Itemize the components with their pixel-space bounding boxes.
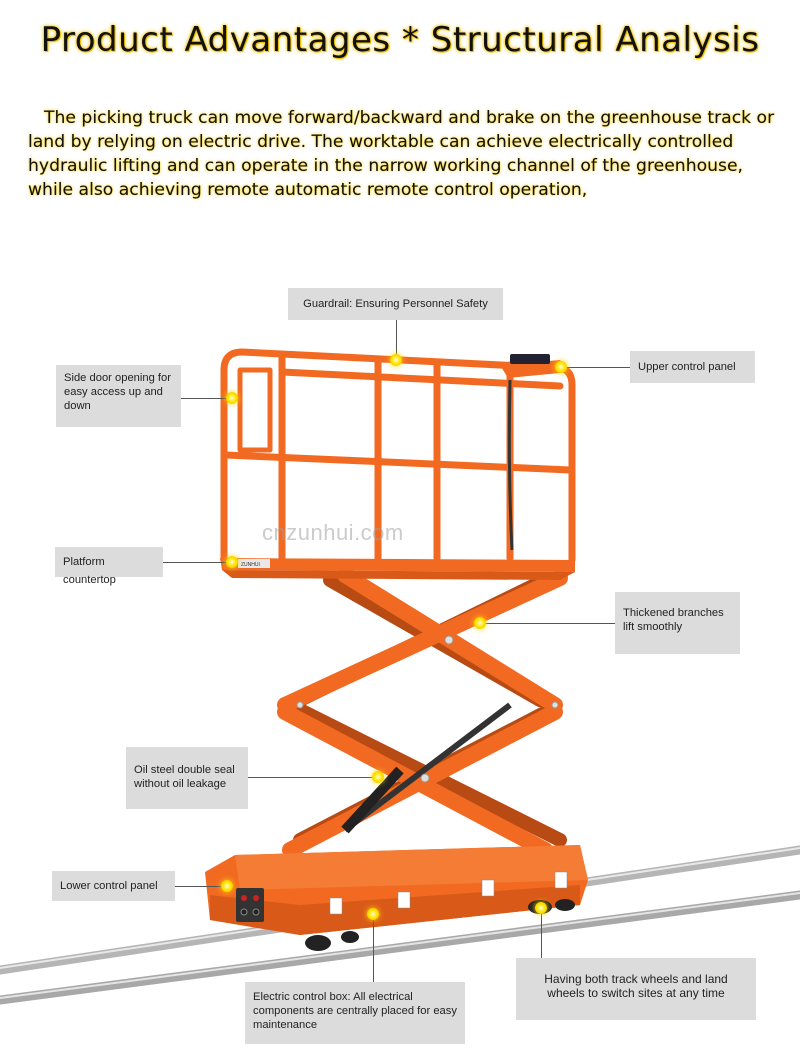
highlight-dot-lower-panel [221, 880, 233, 892]
highlight-dot-branches [474, 617, 486, 629]
highlight-dot-guardrail [390, 354, 402, 366]
leader-line-electric-box [373, 916, 374, 982]
leader-line-upper-panel [562, 367, 630, 368]
platform-deck [220, 558, 575, 580]
highlight-dot-electric-box [367, 908, 379, 920]
intro-paragraph: The picking truck can move forward/backward and brake on the greenhouse track or land by relying on electric drive. The worktable can achieve electrically controlled hydraulic lifting and can operate in the narrow working channel of the greenhouse, while also achieving remote automatic remote control operation, [28, 108, 775, 200]
watermark-text: cnzunhui.com [262, 520, 404, 545]
leader-line-lower-panel [175, 886, 227, 887]
highlight-dot-oil-seal [372, 771, 384, 783]
leader-line-side-door [180, 398, 232, 399]
callout-guardrail: Guardrail: Ensuring Personnel Safety [288, 288, 503, 320]
highlight-dot-side-door [226, 392, 238, 404]
leader-line-platform [160, 562, 232, 563]
leader-line-oil-seal [248, 777, 378, 778]
base-chassis [205, 845, 588, 935]
callout-electric-box: Electric control box: All electrical components are centrally placed for easy maintenance [245, 982, 465, 1044]
callout-branches: Thickened branches lift smoothly [615, 592, 740, 654]
leader-line-wheels [541, 910, 542, 958]
callout-oil-seal: Oil steel double seal without oil leakage [126, 747, 248, 809]
callout-lower-panel: Lower control panel [52, 871, 175, 901]
pivot-bolts [297, 636, 558, 782]
callout-side-door: Side door opening for easy access up and down [56, 365, 181, 427]
callout-wheels: Having both track wheels and land wheels to switch sites at any time [516, 958, 756, 1020]
leader-line-branches [482, 623, 616, 624]
scissor-arms-front [285, 575, 560, 850]
callout-platform: Platform countertop [55, 547, 163, 577]
highlight-dot-upper-panel [555, 361, 567, 373]
callout-upper-panel: Upper control panel [630, 351, 755, 383]
highlight-dot-platform [226, 556, 238, 568]
lower-control-panel-box [236, 888, 264, 922]
page-title: Product Advantages * Structural Analysis [40, 20, 760, 60]
highlight-dot-wheels [535, 902, 547, 914]
nameplate-text: ZUNHUI [241, 562, 260, 568]
